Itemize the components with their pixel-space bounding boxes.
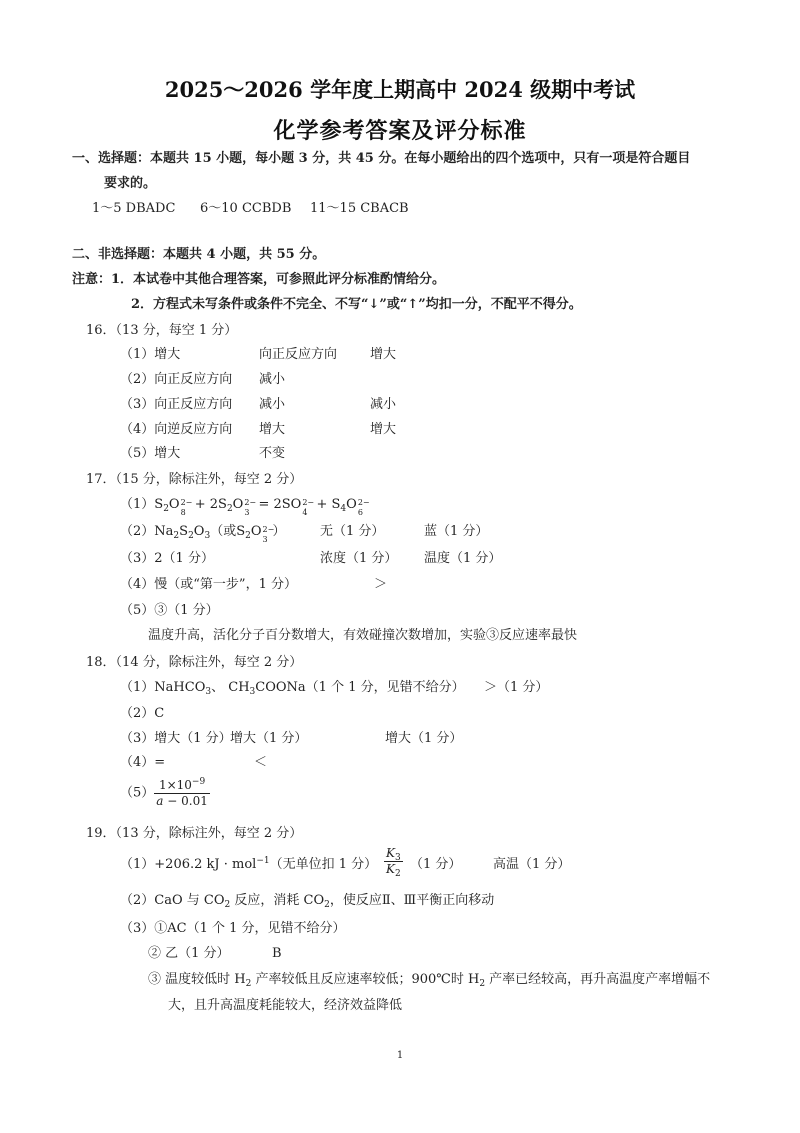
section1-heading-cont: 要求的。 <box>104 176 157 191</box>
q17-3-c: 温度（1 分） <box>424 551 502 566</box>
q16-3-b: 减小 <box>259 397 286 412</box>
q19-1-b: （1 分） <box>410 857 462 872</box>
q17-2-formula: $(2)Na_2S_2O_3$（或$S_2O$ 2− 3 ） <box>120 524 286 544</box>
q18-2: （2）C <box>120 706 165 721</box>
q17-2-c: 蓝（1 分） <box>424 524 489 539</box>
q18-4-a: （4）= <box>120 755 166 770</box>
q16-4-b: 增大 <box>259 422 286 437</box>
note-2: 2．方程式未写条件或条件不完全、不写“↓”或“↑”均扣一分，不配平不得分。 <box>131 297 582 312</box>
q17-3-a: （3）2（1 分） <box>120 551 214 566</box>
mc-answers-11-15: 11～15 CBACB <box>310 201 409 216</box>
q16-1-c: 增大 <box>370 347 397 362</box>
q16-1-a: （1）增大 <box>120 347 181 362</box>
q19-header: 19．（13 分，除标注外，每空 2 分） <box>86 826 303 841</box>
q17-4-b: ＞ <box>374 577 388 592</box>
q17-1-label: （1） <box>120 497 155 512</box>
q16-1-b: 向正反应方向 <box>259 347 338 362</box>
q19-3-1: （3）①AC（1 个 1 分，见错不给分） <box>120 921 346 936</box>
q19-2: （2）CaO 与 $CO_2$ 反应，消耗 $CO_2$，使反应Ⅱ、Ⅲ平衡正向移动 <box>120 893 495 910</box>
mc-answers-1-5: 1～5 DBADC <box>92 201 176 216</box>
q16-2-a: （2）向正反应方向 <box>120 372 233 387</box>
q16-header: 16．（13 分，每空 1 分） <box>86 323 238 338</box>
section1-heading: 一、选择题：本题共 15 小题，每小题 3 分，共 45 分。在每小题给出的四个选项中，只有一项是符合题目 <box>72 151 691 166</box>
exam-subtitle: 化学参考答案及评分标准 <box>273 118 527 144</box>
q18-3-b: 增大（1 分） <box>230 731 308 746</box>
q18-4-b: ＜ <box>254 755 268 770</box>
q19-1-value: （1）+206.2 kJ · mol$^{-1}$（无单位扣 1 分） <box>120 856 378 872</box>
q18-header: 18．（14 分，除标注外，每空 2 分） <box>86 655 303 670</box>
q17-1-equation: $(1)S_2O$ 2− 8 + $2S_2O$ 2− 3 = 2SO 2− 4 + $S_4O$ 2− 6 <box>120 497 370 517</box>
q19-3-2-a: ② 乙（1 分） <box>148 946 230 961</box>
q18-1-formulas: （1）NaHCO$_3$、 $CH_3COONa(1$ 个 1 分，见错不给分） <box>120 680 465 697</box>
q16-3-c: 减小 <box>370 397 397 412</box>
q19-3-3-line2: 大，且升高温度耗能较大，经济效益降低 <box>168 998 403 1013</box>
q19-3-2-b: B <box>272 946 282 961</box>
q19-1-fraction: $\frac{K_3}{K_2}$ <box>386 846 401 879</box>
q18-5-fraction: $\frac{1\times 10^{-9}}{a - 0.01}$ <box>156 777 208 808</box>
section2-heading: 二、非选择题：本题共 4 小题，共 55 分。 <box>72 247 326 262</box>
q16-5-b: 不变 <box>259 446 286 461</box>
q16-5-a: （5）增大 <box>120 446 181 461</box>
q16-4-a: （4）向逆反应方向 <box>120 422 233 437</box>
q17-4-a: （4）慢（或“第一步”，1 分） <box>120 577 297 592</box>
note-1: 注意：1．本试卷中其他合理答案，可参照此评分标准酌情给分。 <box>72 272 446 287</box>
q16-4-c: 增大 <box>370 422 397 437</box>
q17-5-b: 温度升高，活化分子百分数增大，有效碰撞次数增加，实验③反应速率最快 <box>148 628 578 643</box>
exam-title: 2025～2026 学年度上期高中 2024 级期中考试 <box>164 77 636 102</box>
q17-5-a: （5）③（1 分） <box>120 603 219 618</box>
q16-2-b: 减小 <box>259 372 286 387</box>
q17-2-b: 无（1 分） <box>320 524 385 539</box>
q19-3-3-line1: ③ 温度较低时 $H_2$ 产率较低且反应速率较低；900℃时 $H_2$ 产率已经较高，再升高温度产率增幅不 <box>148 972 711 989</box>
q19-1-c: 高温（1 分） <box>493 857 571 872</box>
q18-5: （5） $\frac{1\times 10^{-9}}{a - 0.01}$ <box>120 777 208 808</box>
q17-3-b: 浓度（1 分） <box>320 551 398 566</box>
q16-3-a: （3）向正反应方向 <box>120 397 233 412</box>
q18-1-c: ＞（1 分） <box>484 680 549 695</box>
q17-header: 17．（15 分，除标注外，每空 2 分） <box>86 472 303 487</box>
q18-3-a: （3）增大（1 分） <box>120 731 232 746</box>
mc-answers-6-10: 6～10 CCBDB <box>200 201 292 216</box>
page-number: 1 <box>396 1050 404 1061</box>
q18-3-c: 增大（1 分） <box>385 731 463 746</box>
